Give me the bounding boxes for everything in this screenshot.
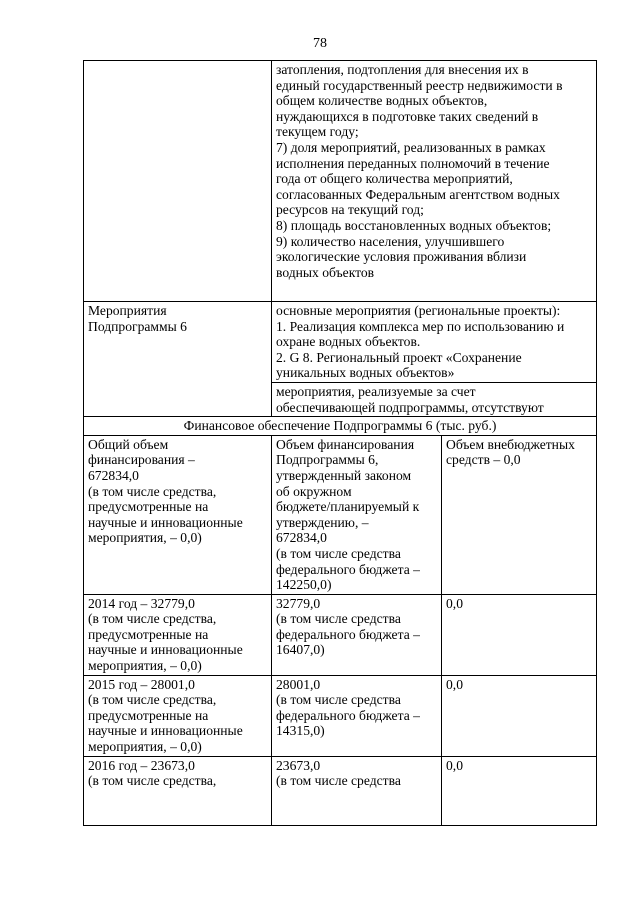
measures-row: [84, 302, 597, 383]
text-line: 142250,0): [276, 577, 332, 593]
text-line: 0,0: [446, 595, 463, 611]
text-line: 1. Реализация комплекса мер по использованию и: [276, 318, 565, 334]
text-line: общем количестве водных объектов,: [276, 93, 488, 109]
year-budget-text: [276, 596, 437, 658]
financing-title: Финансовое обеспечение Подпрограммы 6 (тыс. руб.): [84, 417, 597, 436]
text-line: 7) доля мероприятий, реализованных в рамках: [276, 139, 546, 155]
year-total-cell: [84, 756, 272, 825]
text-line: (в том числе средства: [276, 692, 401, 708]
text-line: 0,0: [446, 757, 463, 773]
text-line: 2015 год – 28001,0: [88, 676, 195, 692]
text-line: утверждению, –: [276, 514, 369, 530]
text-line: (в том числе средства,: [88, 692, 217, 708]
main-measures-text: [276, 303, 592, 381]
measures-label: [88, 303, 267, 334]
text-line: единый государственный реестр недвижимости в: [276, 77, 563, 93]
text-line: 672834,0: [276, 530, 327, 546]
text-line: мероприятия, – 0,0): [88, 658, 202, 674]
year-extrabudget-cell: [442, 594, 597, 675]
text-line: научные и инновационные: [88, 723, 243, 739]
text-line: охране водных объектов.: [276, 334, 421, 350]
support-measures-cell: [272, 382, 597, 416]
text-line: мероприятия, реализуемые за счет: [276, 383, 476, 399]
year-extrabudget-text: [446, 596, 592, 612]
text-line: 28001,0: [276, 676, 321, 692]
text-line: 23673,0: [276, 757, 321, 773]
support-measures-text: [276, 384, 592, 415]
year-total-text: [88, 596, 267, 674]
text-line: научные и инновационные: [88, 514, 243, 530]
text-line: 2014 год – 32779,0: [88, 595, 195, 611]
text-line: обеспечивающей подпрограммы, отсутствуют: [276, 399, 544, 415]
extrabudget-volume-cell: [442, 435, 597, 594]
text-line: затопления, подтопления для внесения их в: [276, 62, 529, 77]
text-line: Объем внебюджетных: [446, 436, 575, 452]
text-line: предусмотренные на: [88, 707, 209, 723]
text-line: Подпрограммы 6,: [276, 452, 379, 468]
text-line: основные мероприятия (региональные проекты):: [276, 303, 561, 318]
total-volume-text: [88, 437, 267, 546]
text-line: нуждающихся в подготовке таких сведений в: [276, 108, 539, 124]
text-line: текущем году;: [276, 124, 359, 140]
year-budget-text: [276, 677, 437, 739]
text-line: мероприятия, – 0,0): [88, 739, 202, 755]
text-line: (в том числе средства,: [88, 611, 217, 627]
text-line: федерального бюджета –: [276, 626, 420, 642]
text-line: согласованных Федеральным агентством водных: [276, 186, 560, 202]
indicators-label-cell: [84, 61, 272, 302]
total-volume-cell: [84, 435, 272, 594]
year-extrabudget-text: [446, 758, 592, 774]
text-line: финансирования –: [88, 452, 195, 468]
year-extrabudget-cell: [442, 675, 597, 756]
text-line: (в том числе средства: [276, 545, 401, 561]
text-line: Объем финансирования: [276, 436, 415, 452]
year-row-2015: [84, 675, 597, 756]
year-extrabudget-text: [446, 677, 592, 693]
financing-title-row: [84, 417, 597, 436]
text-line: экологические условия проживания вблизи: [276, 249, 527, 265]
text-line: предусмотренные на: [88, 499, 209, 515]
text-line: 0,0: [446, 676, 463, 692]
year-row-2016: [84, 756, 597, 825]
year-total-text: [88, 677, 267, 755]
text-line: 32779,0: [276, 595, 321, 611]
text-line: мероприятия, – 0,0): [88, 530, 202, 546]
text-line: (в том числе средства: [276, 611, 401, 627]
passport-table: [83, 60, 597, 826]
text-line: года от общего количества мероприятий,: [276, 171, 513, 187]
text-line: (в том числе средства,: [88, 773, 217, 789]
text-line: водных объектов: [276, 264, 375, 280]
financing-header-row: [84, 435, 597, 594]
text-line: предусмотренные на: [88, 626, 209, 642]
text-line: уникальных водных объектов»: [276, 365, 455, 381]
indicators-cell: [272, 61, 597, 302]
text-line: (в том числе средства: [276, 773, 401, 789]
text-line: Общий объем: [88, 436, 169, 452]
text-line: Подпрограммы 6: [88, 318, 187, 334]
measures-label-cell: [84, 302, 272, 417]
text-line: федерального бюджета –: [276, 561, 420, 577]
text-line: (в том числе средства,: [88, 483, 217, 499]
year-budget-text: [276, 758, 437, 789]
text-line: средств – 0,0: [446, 452, 521, 468]
year-budget-cell: [272, 675, 442, 756]
text-line: 2016 год – 23673,0: [88, 757, 195, 773]
main-measures-cell: [272, 302, 597, 383]
text-line: утвержденный законом: [276, 467, 412, 483]
text-line: бюджете/планируемый к: [276, 499, 420, 515]
text-line: ресурсов на текущий год;: [276, 202, 424, 218]
text-line: 14315,0): [276, 723, 325, 739]
year-budget-cell: [272, 756, 442, 825]
text-line: об окружном: [276, 483, 352, 499]
year-total-cell: [84, 675, 272, 756]
year-total-text: [88, 758, 267, 789]
year-budget-cell: [272, 594, 442, 675]
text-line: 8) площадь восстановленных водных объектов;: [276, 217, 552, 233]
text-line: 672834,0: [88, 467, 139, 483]
text-line: исполнения переданных полномочий в течение: [276, 155, 550, 171]
approved-volume-text: [276, 437, 437, 593]
year-total-cell: [84, 594, 272, 675]
approved-volume-cell: [272, 435, 442, 594]
year-extrabudget-cell: [442, 756, 597, 825]
indicators-row: [84, 61, 597, 302]
text-line: федерального бюджета –: [276, 707, 420, 723]
page-number: 78: [313, 36, 327, 51]
text-line: 9) количество населения, улучшившего: [276, 233, 505, 249]
text-line: научные и инновационные: [88, 642, 243, 658]
text-line: 16407,0): [276, 642, 325, 658]
text-line: 2. G 8. Региональный проект «Сохранение: [276, 349, 522, 365]
year-row-2014: [84, 594, 597, 675]
extrabudget-volume-text: [446, 437, 592, 468]
indicators-text: [276, 62, 592, 280]
text-line: Мероприятия: [88, 303, 167, 318]
